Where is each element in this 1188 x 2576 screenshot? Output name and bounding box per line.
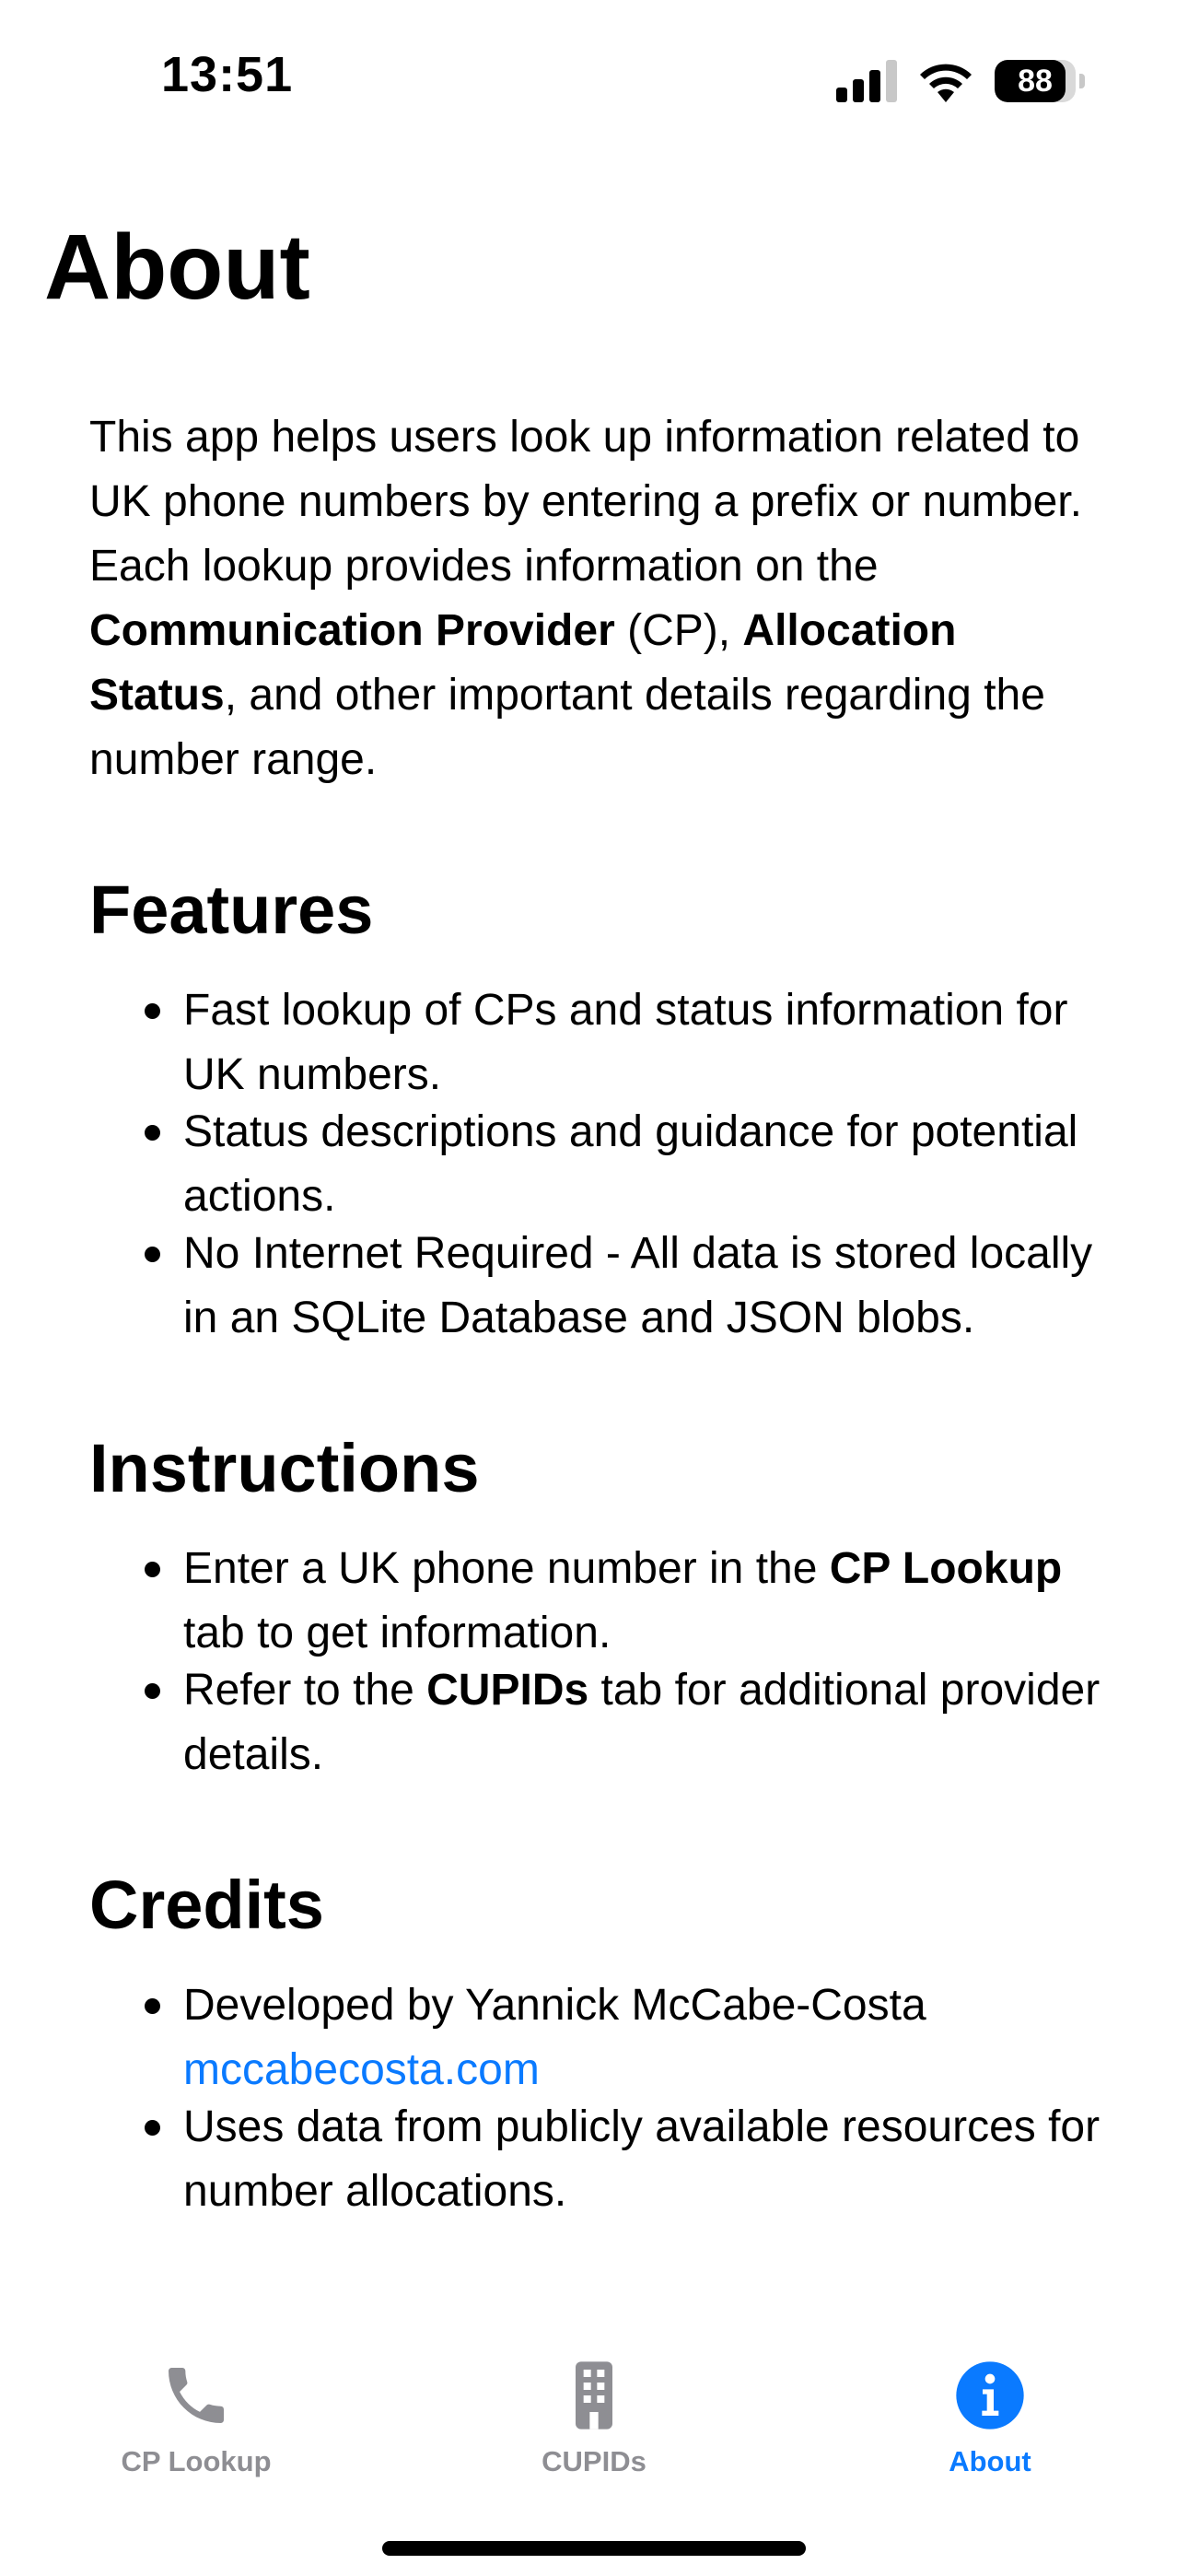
list-item: No Internet Required - All data is stored locally in an SQLite Database and JSON blobs.	[89, 1222, 1112, 1351]
intro-text-3: , and other important details regarding the number range.	[89, 671, 1045, 784]
instruction-bold: CUPIDs	[426, 1666, 589, 1715]
battery-icon	[995, 60, 1087, 102]
instruction-bold: CP Lookup	[829, 1544, 1063, 1593]
battery-nub	[1079, 74, 1085, 88]
tab-label: CP Lookup	[121, 2445, 272, 2477]
list-item: Fast lookup of CPs and status information for UK numbers.	[89, 978, 1112, 1107]
instruction-text: tab to get information.	[183, 1609, 611, 1657]
tab-cupids[interactable]	[456, 2359, 732, 2478]
instructions-list	[89, 1537, 1112, 1787]
tab-label: About	[949, 2445, 1031, 2477]
signal-icon	[836, 60, 897, 102]
home-indicator[interactable]	[382, 2541, 806, 2556]
list-item	[89, 1537, 1112, 1666]
list-item	[89, 1658, 1112, 1787]
features-heading: Features	[89, 872, 374, 948]
instruction-text: Refer to the	[183, 1666, 427, 1715]
intro-text-1: This app helps users look up information related to UK phone numbers by entering a prefix or number. Each lookup provides information on the	[89, 413, 1082, 591]
credits-list	[89, 1973, 1112, 2224]
battery-level: 88	[1018, 64, 1053, 99]
tab-label: CUPIDs	[542, 2445, 646, 2477]
credit-text: Developed by Yannick McCabe-Costa	[183, 1981, 926, 2030]
intro-text-2: (CP),	[614, 606, 743, 655]
credits-heading: Credits	[89, 1867, 324, 1943]
building-icon	[557, 2359, 631, 2432]
instructions-heading: Instructions	[89, 1430, 480, 1506]
list-item	[89, 1973, 1112, 2102]
about-content	[89, 405, 1112, 2217]
status-bar	[0, 0, 1188, 157]
status-time: 13:51	[161, 47, 294, 102]
battery-body	[995, 60, 1076, 102]
list-item: Uses data from publicly available resources for number allocations.	[89, 2095, 1112, 2224]
page-title: About	[44, 216, 310, 319]
tab-about[interactable]	[852, 2359, 1128, 2478]
intro-bold-provider: Communication Provider	[89, 606, 615, 655]
tab-cp-lookup[interactable]	[58, 2359, 334, 2478]
phone-icon	[159, 2359, 233, 2432]
features-list	[89, 978, 1112, 1351]
status-icons	[836, 53, 1087, 109]
wifi-icon	[917, 60, 974, 102]
intro-bold-status: Allocation Status	[89, 606, 957, 720]
instruction-text: tab for additional provider details.	[183, 1666, 1101, 1779]
developer-website-link[interactable]: mccabecosta.com	[183, 2045, 540, 2094]
list-item: Status descriptions and guidance for potential actions.	[89, 1100, 1112, 1229]
intro-paragraph	[89, 405, 1112, 792]
instruction-text: Enter a UK phone number in the	[183, 1544, 830, 1593]
info-icon	[953, 2359, 1027, 2432]
